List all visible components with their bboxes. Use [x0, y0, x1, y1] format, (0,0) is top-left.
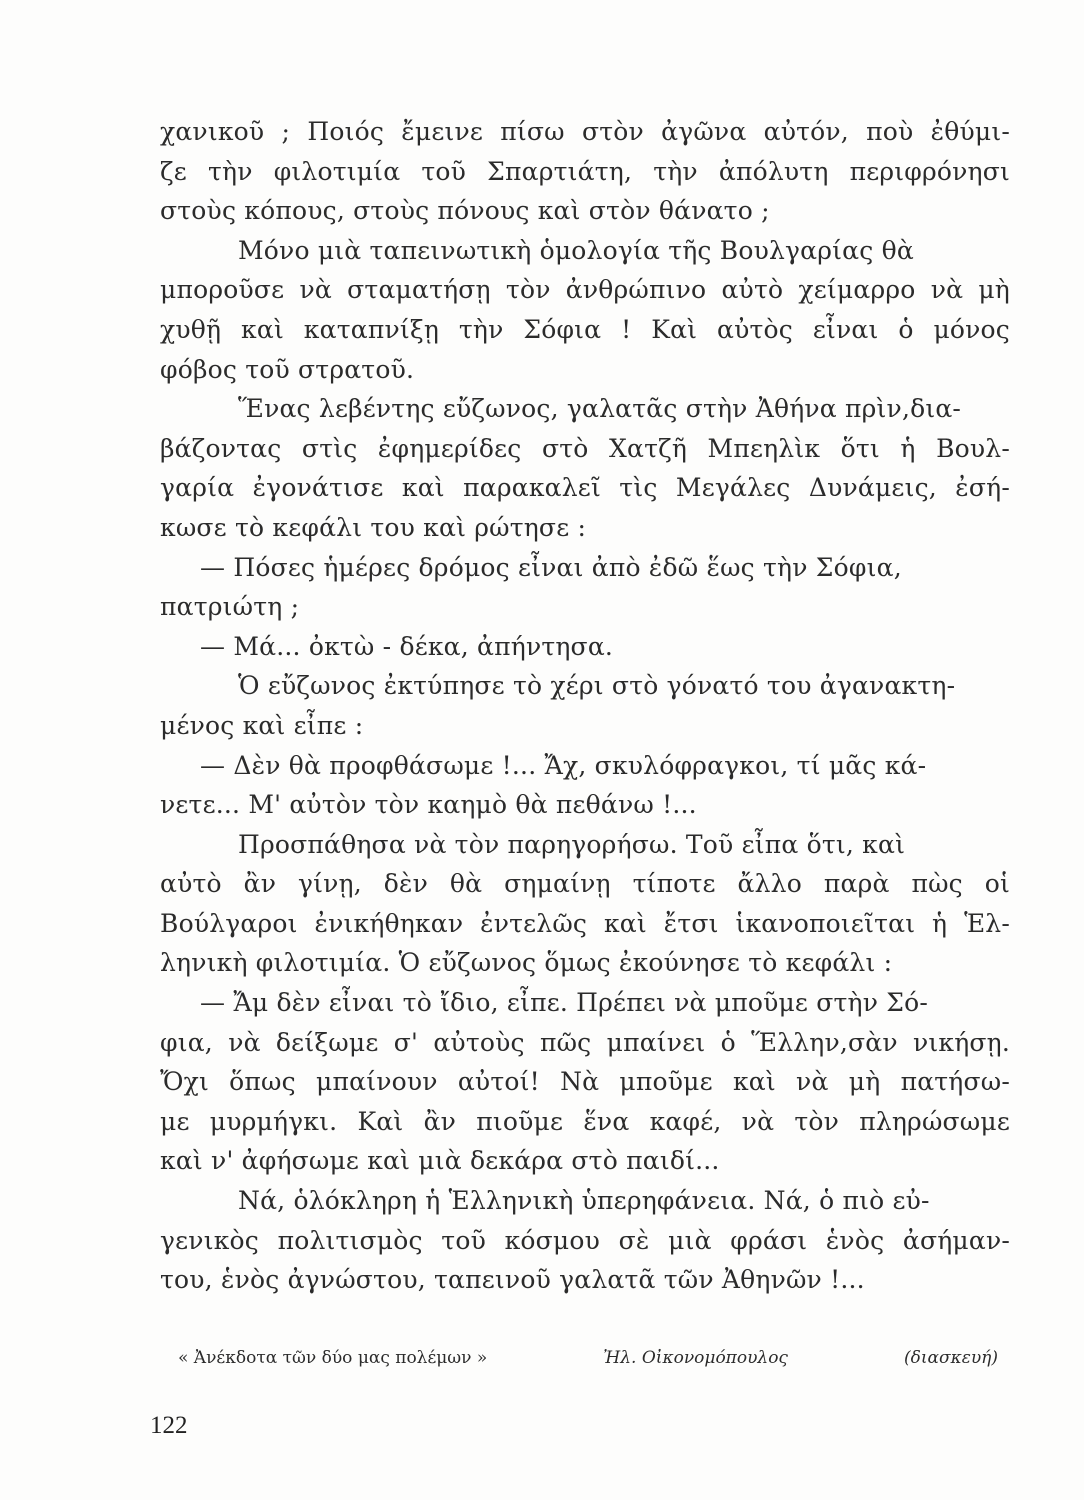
text-line: χανικοῦ ; Ποιός ἔμεινε πίσω στὸν ἀγῶνα αὐτόν, ποὺ ἐθύμι-: [160, 117, 1010, 146]
text-line: καὶ ν' ἀφήσωμε καὶ μιὰ δεκάρα στὸ παιδί...: [160, 1146, 720, 1176]
text-line: χυθῇ καὶ καταπνίξῃ τὴν Σόφια ! Καὶ αὐτὸς εἶναι ὁ μόνος: [160, 314, 1010, 344]
text-line: Νά, ὁλόκληρη ἡ Ἑλληνικὴ ὑπερηφάνεια. Νά, ὁ πιὸ εὐ-: [238, 1186, 930, 1216]
text-line: Προσπάθησα νὰ τὸν παρηγορήσω. Τοῦ εἶπα ὅτι, καὶ: [238, 829, 906, 859]
text-line: με μυρμήγκι. Καὶ ἂν πιοῦμε ἕνα καφέ, νὰ τὸν πληρώσωμε: [160, 1106, 1010, 1136]
text-line: γενικὸς πολιτισμὸς τοῦ κόσμου σὲ μιὰ φράσι ἑνὸς ἀσήμαν-: [160, 1225, 1010, 1255]
text-line: — Πόσες ἡμέρες δρόμος εἶναι ἀπὸ ἐδῶ ἕως τὴν Σόφια,: [200, 552, 902, 582]
text-line: στοὺς κόπους, στοὺς πόνους καὶ στὸν θάνατο ;: [160, 196, 770, 226]
text-line: ζε τὴν φιλοτιμία τοῦ Σπαρτιάτη, τὴν ἀπόλυτη περιφρόνησι: [160, 156, 1010, 186]
text-line: αὐτὸ ἂν γίνῃ, δὲν θὰ σημαίνῃ τίποτε ἄλλο παρὰ πὼς οἱ: [160, 869, 1010, 899]
text-line: Βούλγαροι ἐνικήθηκαν ἐντελῶς καὶ ἔτσι ἱκανοποιεῖται ἡ Ἑλ-: [160, 908, 1010, 938]
text-line: μποροῦσε νὰ σταματήσῃ τὸν ἀνθρώπινο αὐτὸ χείμαρρο νὰ μὴ: [160, 275, 1010, 305]
text-line: βάζοντας στὶς ἐφημερίδες στὸ Χατζῆ Μπεηλὶκ ὅτι ἡ Βουλ-: [160, 433, 1010, 463]
text-line: — Δὲν θὰ προφθάσωμε !... Ἄχ, σκυλόφραγκοι, τί μᾶς κά-: [200, 750, 927, 780]
text-line: Ἕνας λεβέντης εὔζωνος, γαλατᾶς στὴν Ἀθήνα πρὶν,δια-: [238, 394, 962, 424]
text-line: νετε... Μ' αὐτὸν τὸν καημὸ θὰ πεθάνω !...: [160, 790, 697, 820]
body-text: [160, 112, 1010, 1300]
text-line: φια, νὰ δείξωμε σ' αὐτοὺς πῶς μπαίνει ὁ Ἕλλην,σὰν νικήσῃ.: [160, 1027, 1010, 1057]
text-line: κωσε τὸ κεφάλι του καὶ ρώτησε :: [160, 512, 587, 542]
text-line: — Μά... ὀκτὼ - δέκα, ἀπήντησα.: [200, 631, 614, 661]
text-line: γαρία ἐγονάτισε καὶ παρακαλεῖ τὶς Μεγάλες Δυνάμεις, ἐσή-: [160, 473, 1010, 503]
source-note: (διασκευή): [903, 1348, 998, 1368]
text-line: Μόνο μιὰ ταπεινωτικὴ ὁμολογία τῆς Βουλγαρίας θὰ: [238, 235, 914, 265]
text-line: φόβος τοῦ στρατοῦ.: [160, 354, 415, 384]
source-work-title: « Ἀνέκδοτα τῶν δύο μας πολέμων »: [178, 1348, 488, 1368]
source-citation: [178, 1348, 998, 1368]
text-line: μένος καὶ εἶπε :: [160, 710, 364, 740]
text-line: του, ἑνὸς ἀγνώστου, ταπεινοῦ γαλατᾶ τῶν Ἀθηνῶν !...: [160, 1265, 865, 1295]
page-number: 122: [150, 1412, 188, 1439]
text-line: Ὁ εὔζωνος ἐκτύπησε τὸ χέρι στὸ γόνατό του ἀγανακτη-: [238, 671, 956, 701]
text-line: πατριώτη ;: [160, 592, 300, 622]
text-line: ληνικὴ φιλοτιμία. Ὁ εὔζωνος ὅμως ἐκούνησε τὸ κεφάλι :: [160, 948, 893, 978]
text-line: — Ἄμ δὲν εἶναι τὸ ἴδιο, εἶπε. Πρέπει νὰ μποῦμε στὴν Σό-: [200, 988, 929, 1018]
text-line: Ὄχι ὅπως μπαίνουν αὐτοί! Νὰ μποῦμε καὶ νὰ μὴ πατήσω-: [160, 1067, 1010, 1097]
source-author: Ἠλ. Οἰκονομόπουλος: [603, 1348, 788, 1368]
